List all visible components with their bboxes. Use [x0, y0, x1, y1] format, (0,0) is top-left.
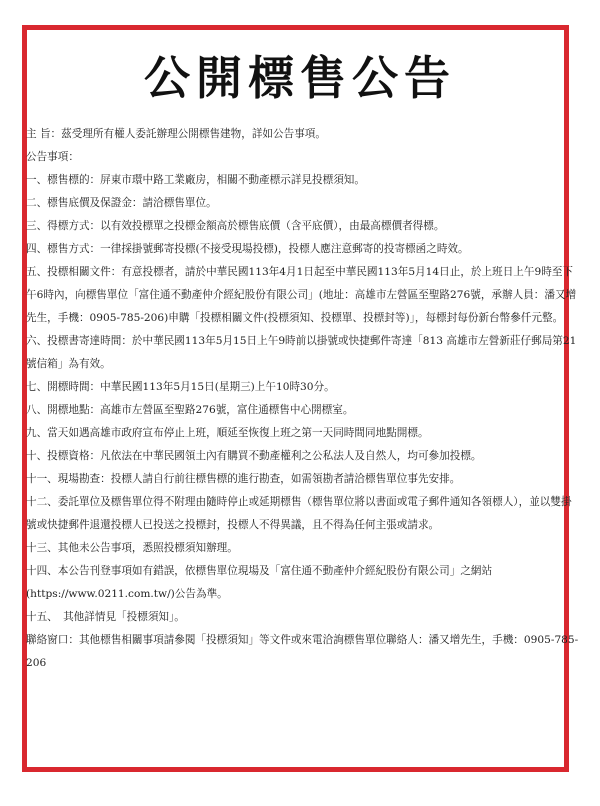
notice-paragraph: 十、投標資格：凡依法在中華民國領土內有購買不動產權利之公私法人及自然人，均可參加投標。: [26, 450, 482, 462]
notice-paragraph: 一、標售標的：屏東市環中路工業廠房，相關不動產標示詳見投標須知。: [26, 174, 365, 186]
notice-paragraph: 四、標售方式：一律採掛號郵寄投標(不接受現場投標)，投標人應注意郵寄的投寄標函之時效。: [26, 243, 469, 255]
notice-paragraph: 十二、委託單位及標售單位得不附理由隨時停止或延期標售（標售單位將以書面或電子郵件通知各領標人），並以雙掛號或快捷郵件退還投標人已投送之投標封，投標人不得異議，且不得為任何主張或請求。: [26, 496, 572, 531]
notice-paragraph: 十三、其他未公告事項，悉照投標須知辦理。: [26, 542, 238, 554]
notice-paragraph: 十五、 其他詳情見「投標須知」。: [26, 611, 185, 623]
notice-paragraph: 十一、現場勘查：投標人請自行前往標售標的進行勘查，如需領勘者請洽標售單位事先安排。: [26, 473, 461, 485]
notice-paragraph: 六、投標書寄達時間：於中華民國113年5月15日上午9時前以掛號或快捷郵件寄達「813 高雄市左營新莊仔郵局第21號信箱」為有效。: [26, 335, 577, 370]
notice-paragraph: 八、開標地點：高雄市左營區至聖路276號，富住通標售中心開標室。: [26, 404, 354, 416]
notice-paragraph: 九、當天如遇高雄市政府宣布停止上班，順延至恢復上班之第一天同時間同地點開標。: [26, 427, 429, 439]
notice-paragraph: 七、開標時間：中華民國113年5月15日(星期三)上午10時30分。: [26, 381, 335, 393]
notice-title: 公開標售公告: [144, 51, 456, 105]
notice-paragraph: 三、得標方式：以有效投標單之投標金額高於標售底價（含平底價），由最高標價者得標。: [26, 220, 445, 232]
notice-body: [26, 123, 582, 675]
notice-paragraph: 五、投標相關文件：有意投標者，請於中華民國113年4月1日起至中華民國113年5月14日止，於上班日上午9時至下午6時內，向標售單位「富住通不動產仲介經紀股份有限公司」(地址：高雄市左營區至聖路276號，承辦人員：潘又增先生，手機：0905-785-206)申購「投標相關文件(投標須知、投標單、投標封等)」，每標封每份新台幣參仟元整。: [26, 266, 577, 324]
notice-paragraph: 二、標售底價及保證金：請洽標售單位。: [26, 197, 217, 209]
notice-paragraph: 公告事項：: [26, 151, 79, 163]
notice-paragraph: 主 旨：茲受理所有權人委託辦理公開標售建物，詳如公告事項。: [26, 128, 326, 140]
notice-paragraph: 十四、本公告刊登事項如有錯誤，依標售單位現場及「富住通不動產仲介經紀股份有限公司」之網站(https://www.0211.com.tw/)公告為準。: [26, 565, 493, 600]
notice-paragraph: 聯絡窗口：其他標售相關事項請參閱「投標須知」等文件或來電洽詢標售單位聯絡人：潘又增先生，手機：0905-785-206: [26, 634, 579, 669]
